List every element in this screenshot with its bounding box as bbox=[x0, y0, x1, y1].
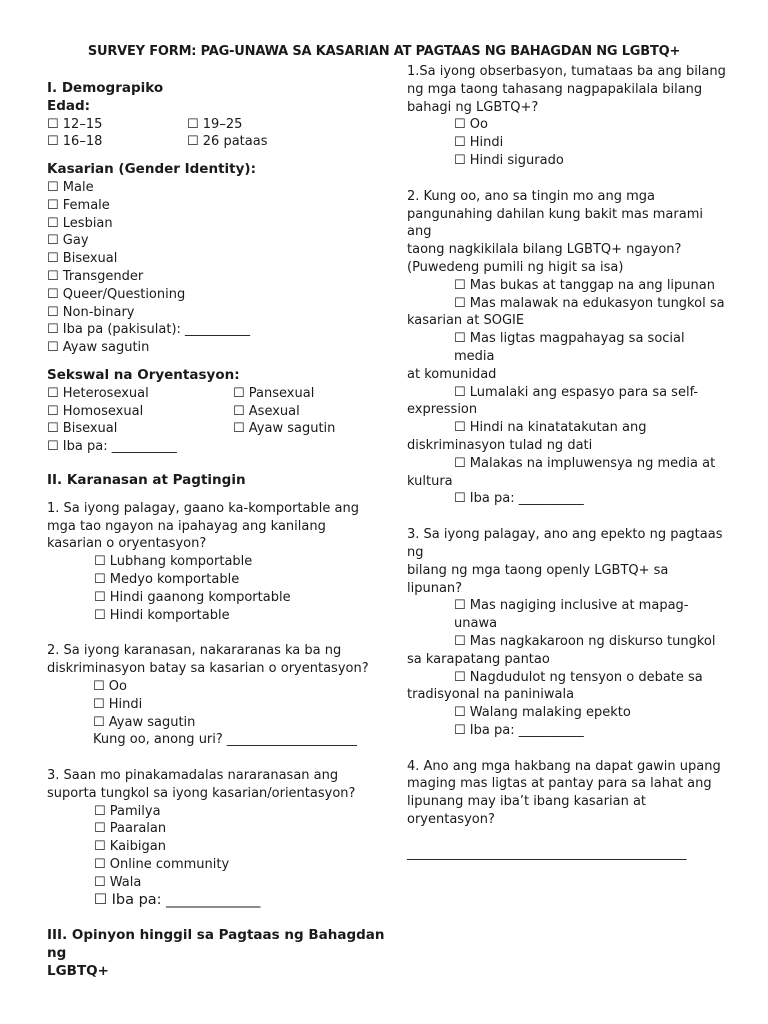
question-text: pangunahing dahilan kung bakit mas marami ang bbox=[407, 206, 703, 240]
gender-option[interactable]: ☐ Female bbox=[47, 197, 110, 213]
section-heading-karanasan: II. Karanasan at Pagtingin bbox=[47, 471, 246, 488]
question-text: maging mas ligtas at pantay para sa lahat ang bbox=[407, 776, 712, 792]
orientation-row-3 bbox=[47, 420, 387, 438]
support-option[interactable]: ☐ Wala bbox=[94, 874, 142, 890]
gender-option[interactable]: ☐ Male bbox=[47, 179, 94, 195]
orientation-row-1 bbox=[47, 385, 387, 403]
support-option[interactable]: ☐ Kaibigan bbox=[94, 839, 166, 855]
orientation-option[interactable]: ☐ Heterosexual bbox=[47, 385, 149, 401]
reason-option-cont: kultura bbox=[407, 473, 453, 489]
section-heading-opinyon: III. Opinyon hinggil sa Pagtaas ng Bahagdan ng bbox=[47, 927, 385, 962]
comfort-option[interactable]: ☐ Hindi komportable bbox=[94, 607, 230, 623]
question-text: 1.Sa iyong obserbasyon, tumataas ba ang bilang bbox=[407, 64, 726, 79]
open-answer-line[interactable]: ___________________________________________ bbox=[407, 845, 687, 861]
gender-option-other[interactable]: ☐ Iba pa (pakisulat): __________ bbox=[47, 322, 251, 338]
reason-option-cont: expression bbox=[407, 402, 478, 418]
orientation-option[interactable]: ☐ Bisexual bbox=[47, 421, 118, 437]
support-option[interactable]: ☐ Paaralan bbox=[94, 821, 167, 837]
discrimination-option[interactable]: ☐ Oo bbox=[93, 678, 127, 694]
orientation-option[interactable]: ☐ Homosexual bbox=[47, 403, 144, 419]
checkbox-option[interactable]: ☐ 19–25 bbox=[187, 116, 243, 132]
comfort-option[interactable]: ☐ Hindi gaanong komportable bbox=[94, 589, 291, 605]
age-options-row-2 bbox=[47, 133, 387, 151]
left-column bbox=[47, 80, 387, 981]
question-text: mga tao ngayon na ipahayag ang kanilang bbox=[47, 518, 326, 534]
question-text: 2. Kung oo, ano sa tingin mo ang mga bbox=[407, 188, 656, 204]
question-text: (Puwedeng pumili ng higit sa isa) bbox=[407, 259, 624, 275]
checkbox-option[interactable]: ☐ 26 pataas bbox=[187, 134, 268, 150]
age-label: Edad: bbox=[47, 97, 91, 114]
discrimination-followup[interactable]: Kung oo, anong uri? ____________________ bbox=[93, 732, 357, 748]
effect-option[interactable]: ☐ Mas nagkakaroon ng diskurso tungkol bbox=[454, 633, 716, 649]
question-text: 3. Saan mo pinakamadalas nararanasan ang bbox=[47, 768, 339, 784]
reason-option-cont: at komunidad bbox=[407, 366, 497, 382]
comfort-option[interactable]: ☐ Medyo komportable bbox=[94, 571, 240, 587]
question-text: suporta tungkol sa iyong kasarian/orientasyon? bbox=[47, 785, 356, 801]
discrimination-option[interactable]: ☐ Ayaw sagutin bbox=[93, 714, 196, 730]
orientation-option[interactable]: ☐ Asexual bbox=[233, 403, 300, 419]
gender-label: Kasarian (Gender Identity): bbox=[47, 161, 256, 178]
orientation-label: Sekswal na Oryentasyon: bbox=[47, 366, 240, 383]
effect-option[interactable]: ☐ Nagdudulot ng tensyon o debate sa bbox=[454, 669, 703, 685]
gender-option[interactable]: ☐ Ayaw sagutin bbox=[47, 340, 150, 356]
orientation-option-other[interactable]: ☐ Iba pa: __________ bbox=[47, 439, 177, 455]
reason-option[interactable]: ☐ Hindi na kinatatakutan ang bbox=[454, 420, 647, 436]
effect-option-cont: sa karapatang pantao bbox=[407, 651, 550, 667]
increase-option[interactable]: ☐ Oo bbox=[454, 117, 488, 133]
effect-option-cont: tradisyonal na paniniwala bbox=[407, 687, 575, 703]
question-text: taong nagkikilala bilang LGBTQ+ ngayon? bbox=[407, 242, 682, 258]
orientation-option[interactable]: ☐ Ayaw sagutin bbox=[233, 421, 336, 437]
effect-option[interactable]: ☐ Walang malaking epekto bbox=[454, 705, 631, 721]
right-column bbox=[407, 63, 727, 863]
reason-option-cont: kasarian at SOGIE bbox=[407, 313, 525, 329]
orientation-option[interactable]: ☐ Pansexual bbox=[233, 385, 315, 401]
comfort-option[interactable]: ☐ Lubhang komportable bbox=[94, 554, 253, 570]
reason-option[interactable]: ☐ Mas malawak na edukasyon tungkol sa bbox=[454, 295, 725, 311]
question-text: 2. Sa iyong karanasan, nakararanas ka ba ng bbox=[47, 643, 342, 659]
question-text: 1. Sa iyong palagay, gaano ka-komportable ang bbox=[47, 500, 359, 516]
increase-option[interactable]: ☐ Hindi bbox=[454, 135, 504, 151]
reason-option[interactable]: ☐ Lumalaki ang espasyo para sa self- bbox=[454, 384, 699, 400]
checkbox-option[interactable]: ☐ 12–15 bbox=[47, 116, 103, 132]
section-heading-demograpiko: I. Demograpiko bbox=[47, 80, 164, 96]
age-options-row-1 bbox=[47, 116, 387, 134]
gender-option[interactable]: ☐ Lesbian bbox=[47, 215, 113, 231]
reason-option[interactable]: ☐ Malakas na impluwensya ng media at bbox=[454, 455, 716, 471]
effect-option-other[interactable]: ☐ Iba pa: __________ bbox=[454, 722, 584, 738]
question-text: lipunang may iba’t ibang kasarian at oryentasyon? bbox=[407, 794, 647, 828]
checkbox-option[interactable]: ☐ 16–18 bbox=[47, 134, 103, 150]
reason-option[interactable]: ☐ Mas ligtas magpahayag sa social media bbox=[454, 331, 685, 364]
support-option-other[interactable]: ☐ Iba pa: _____________ bbox=[94, 891, 261, 908]
reason-option-other[interactable]: ☐ Iba pa: __________ bbox=[454, 491, 584, 507]
orientation-row-2 bbox=[47, 403, 387, 421]
support-option[interactable]: ☐ Pamilya bbox=[94, 803, 161, 819]
question-text: 3. Sa iyong palagay, ano ang epekto ng pagtaas ng bbox=[407, 527, 723, 560]
question-text: bahagi ng LGBTQ+? bbox=[407, 99, 539, 115]
section-heading-opinyon-cont: LGBTQ+ bbox=[47, 963, 109, 980]
gender-option[interactable]: ☐ Non-binary bbox=[47, 304, 135, 320]
question-text: diskriminasyon batay sa kasarian o oryentasyon? bbox=[47, 661, 369, 677]
question-text: 4. Ano ang mga hakbang na dapat gawin upang bbox=[407, 758, 721, 774]
gender-option[interactable]: ☐ Bisexual bbox=[47, 251, 118, 267]
increase-option[interactable]: ☐ Hindi sigurado bbox=[454, 152, 564, 168]
reason-option-cont: diskriminasyon tulad ng dati bbox=[407, 437, 593, 453]
discrimination-option[interactable]: ☐ Hindi bbox=[93, 696, 143, 712]
support-option[interactable]: ☐ Online community bbox=[94, 857, 230, 873]
gender-option[interactable]: ☐ Gay bbox=[47, 233, 89, 249]
question-text: bilang ng mga taong openly LGBTQ+ sa lipunan? bbox=[407, 562, 669, 596]
form-title: SURVEY FORM: PAG-UNAWA SA KASARIAN AT PAGTAAS NG BAHAGDAN NG LGBTQ+ bbox=[87, 44, 681, 59]
gender-option[interactable]: ☐ Queer/Questioning bbox=[47, 286, 186, 302]
effect-option[interactable]: ☐ Mas nagiging inclusive at mapag-unawa bbox=[454, 598, 689, 632]
question-text: kasarian o oryentasyon? bbox=[47, 536, 207, 552]
gender-option[interactable]: ☐ Transgender bbox=[47, 268, 144, 284]
question-text: ng mga taong tahasang nagpapakilala bilang bbox=[407, 81, 703, 97]
reason-option[interactable]: ☐ Mas bukas at tanggap na ang lipunan bbox=[454, 277, 715, 293]
